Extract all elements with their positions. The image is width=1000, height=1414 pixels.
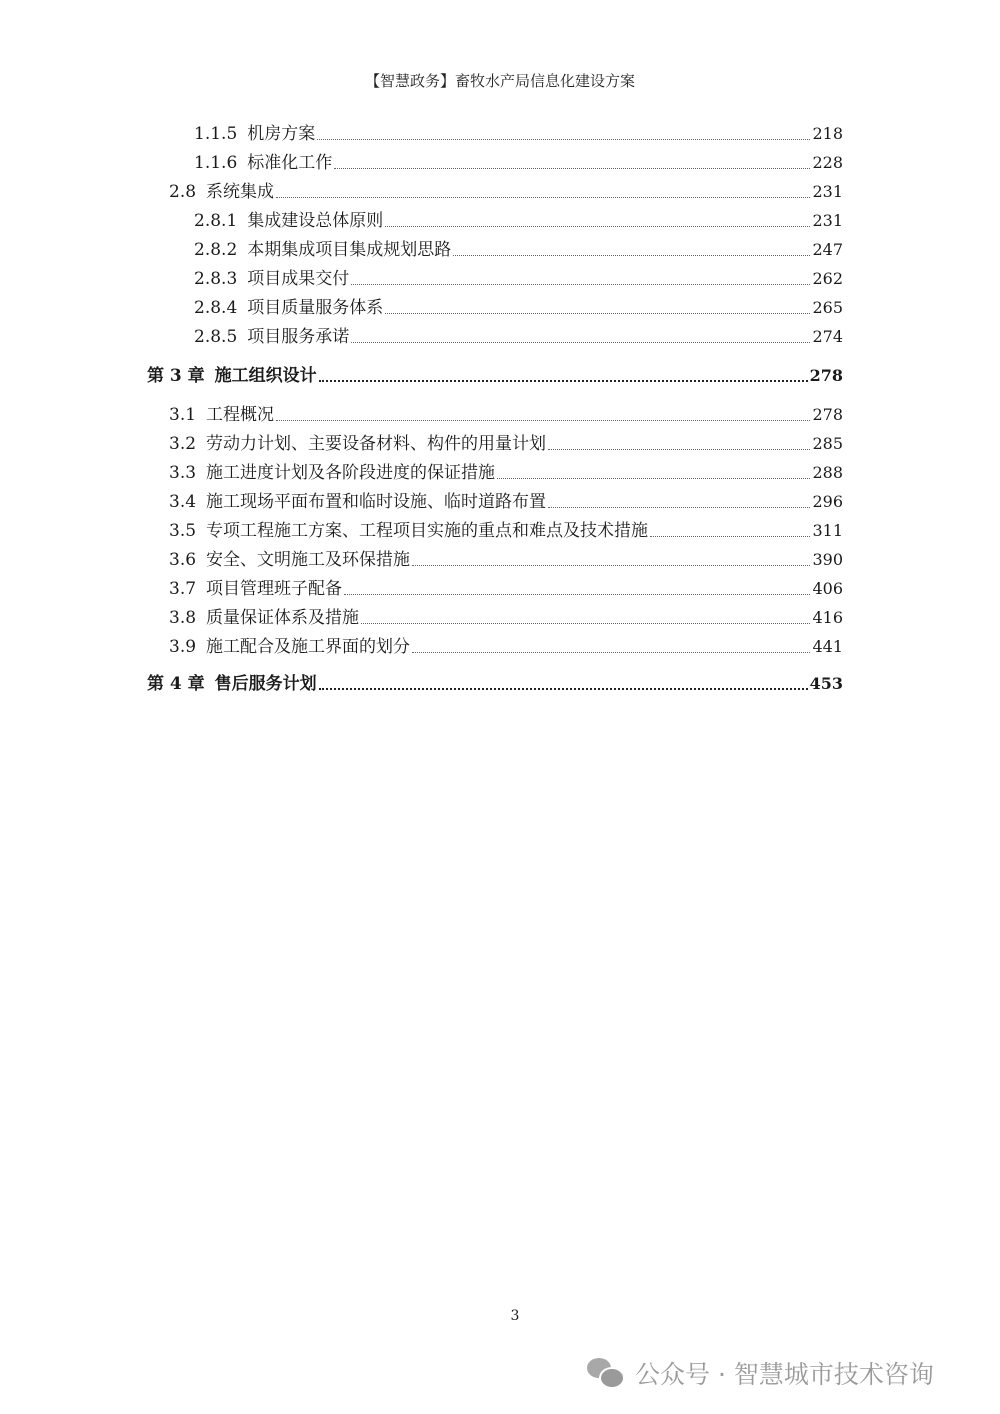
toc-entry-page: 218	[812, 124, 843, 143]
toc-entry[interactable]	[169, 607, 843, 629]
toc-entry-number: 3.8	[169, 608, 197, 628]
toc-entry-number: 第 3 章	[147, 366, 205, 386]
toc-entry[interactable]	[169, 578, 843, 600]
toc-entry-title: 项目质量服务体系	[247, 298, 384, 318]
toc-entry-title: 专项工程施工方案、工程项目实施的重点和难点及技术措施	[206, 521, 649, 541]
toc-entry-title: 集成建设总体原则	[247, 211, 384, 231]
toc-entry-number: 3.4	[169, 492, 197, 512]
page-number: 3	[510, 1308, 520, 1324]
toc-entry-page: 278	[809, 366, 843, 385]
toc-entry-number: 2.8.3	[194, 269, 238, 289]
toc-chapter-entry[interactable]	[147, 365, 843, 387]
running-header: 【智慧政务】畜牧水产局信息化建设方案	[364, 72, 635, 90]
toc-entry-title: 机房方案	[247, 124, 316, 144]
toc-entry-title: 安全、文明施工及环保措施	[206, 550, 411, 570]
watermark	[587, 1355, 934, 1391]
toc-entry-number: 3.3	[169, 463, 197, 483]
dot-leader	[361, 622, 810, 624]
toc-entry[interactable]	[169, 520, 843, 542]
dot-leader	[385, 312, 810, 314]
dot-leader	[319, 379, 808, 382]
toc-chapter-entry[interactable]	[147, 673, 843, 695]
wechat-icon	[587, 1358, 625, 1388]
toc-entry-number: 第 4 章	[147, 674, 205, 694]
toc-entry-page: 311	[812, 521, 843, 540]
dot-leader	[276, 419, 810, 421]
toc-entry-page: 262	[812, 269, 843, 288]
dot-leader	[317, 138, 810, 140]
toc-entry-page: 406	[812, 579, 843, 598]
toc-entry-page: 416	[812, 608, 843, 627]
dot-leader	[351, 341, 810, 343]
toc-entry-page: 296	[812, 492, 843, 511]
toc-entry-page: 278	[812, 405, 843, 424]
toc-entry-title: 本期集成项目集成规划思路	[247, 240, 452, 260]
dot-leader	[412, 651, 810, 653]
watermark-text: 公众号 · 智慧城市技术咨询	[635, 1360, 934, 1389]
toc-entry[interactable]	[194, 210, 843, 232]
toc-entry-title: 项目成果交付	[247, 269, 350, 289]
toc-entry-number: 2.8.2	[194, 240, 238, 260]
dot-leader	[385, 225, 810, 227]
toc-entry-title: 施工配合及施工界面的划分	[206, 637, 411, 657]
toc-entry-number: 3.2	[169, 434, 197, 454]
toc-entry-title: 施工进度计划及各阶段进度的保证措施	[206, 463, 496, 483]
toc-entry-page: 441	[812, 637, 843, 656]
toc-entry-title: 劳动力计划、主要设备材料、构件的用量计划	[206, 434, 547, 454]
toc-entry[interactable]	[169, 636, 843, 658]
dot-leader	[548, 448, 810, 450]
toc-entry-number: 2.8	[169, 182, 197, 202]
toc-entry-page: 453	[809, 674, 843, 693]
toc-entry-page: 390	[812, 550, 843, 569]
toc-entry-number: 2.8.1	[194, 211, 238, 231]
toc-entry-page: 274	[812, 327, 843, 346]
toc-entry-page: 247	[812, 240, 843, 259]
dot-leader	[650, 535, 810, 537]
toc-entry-title: 售后服务计划	[214, 674, 317, 694]
toc-entry-number: 2.8.4	[194, 298, 238, 318]
dot-leader	[319, 687, 808, 690]
toc-entry-number: 1.1.6	[194, 153, 238, 173]
toc-entry-title: 系统集成	[206, 182, 275, 202]
toc-entry-title: 质量保证体系及措施	[206, 608, 360, 628]
toc-entry-number: 3.7	[169, 579, 197, 599]
toc-entry-title: 工程概况	[206, 405, 275, 425]
dot-leader	[344, 593, 810, 595]
toc-entry[interactable]	[194, 326, 843, 348]
toc-entry-number: 1.1.5	[194, 124, 238, 144]
toc-entry[interactable]	[169, 181, 843, 203]
toc-entry-title: 项目服务承诺	[247, 327, 350, 347]
dot-leader	[453, 254, 810, 256]
toc-entry[interactable]	[194, 239, 843, 261]
toc-entry[interactable]	[194, 152, 843, 174]
toc-entry-page: 231	[812, 211, 843, 230]
toc-entry[interactable]	[169, 433, 843, 455]
toc-entry[interactable]	[194, 268, 843, 290]
dot-leader	[548, 506, 810, 508]
toc-entry-page: 265	[812, 298, 843, 317]
toc-entry-number: 3.6	[169, 550, 197, 570]
toc-entry-page: 228	[812, 153, 843, 172]
dot-leader	[351, 283, 810, 285]
toc-entry-title: 标准化工作	[247, 153, 333, 173]
toc-entry[interactable]	[169, 491, 843, 513]
toc-entry[interactable]	[194, 297, 843, 319]
toc-entry[interactable]	[194, 123, 843, 145]
dot-leader	[412, 564, 810, 566]
toc-entry-number: 2.8.5	[194, 327, 238, 347]
toc-entry-title: 项目管理班子配备	[206, 579, 343, 599]
toc-entry-number: 3.9	[169, 637, 197, 657]
toc-entry[interactable]	[169, 549, 843, 571]
toc-entry-number: 3.5	[169, 521, 197, 541]
toc-entry-number: 3.1	[169, 405, 197, 425]
dot-leader	[276, 196, 810, 198]
dot-leader	[334, 167, 810, 169]
dot-leader	[497, 477, 810, 479]
toc-entry-title: 施工组织设计	[214, 366, 317, 386]
toc-entry-page: 285	[812, 434, 843, 453]
toc-entry[interactable]	[169, 404, 843, 426]
toc-entry-title: 施工现场平面布置和临时设施、临时道路布置	[206, 492, 547, 512]
toc-entry[interactable]	[169, 462, 843, 484]
toc-entry-page: 288	[812, 463, 843, 482]
toc-entry-page: 231	[812, 182, 843, 201]
